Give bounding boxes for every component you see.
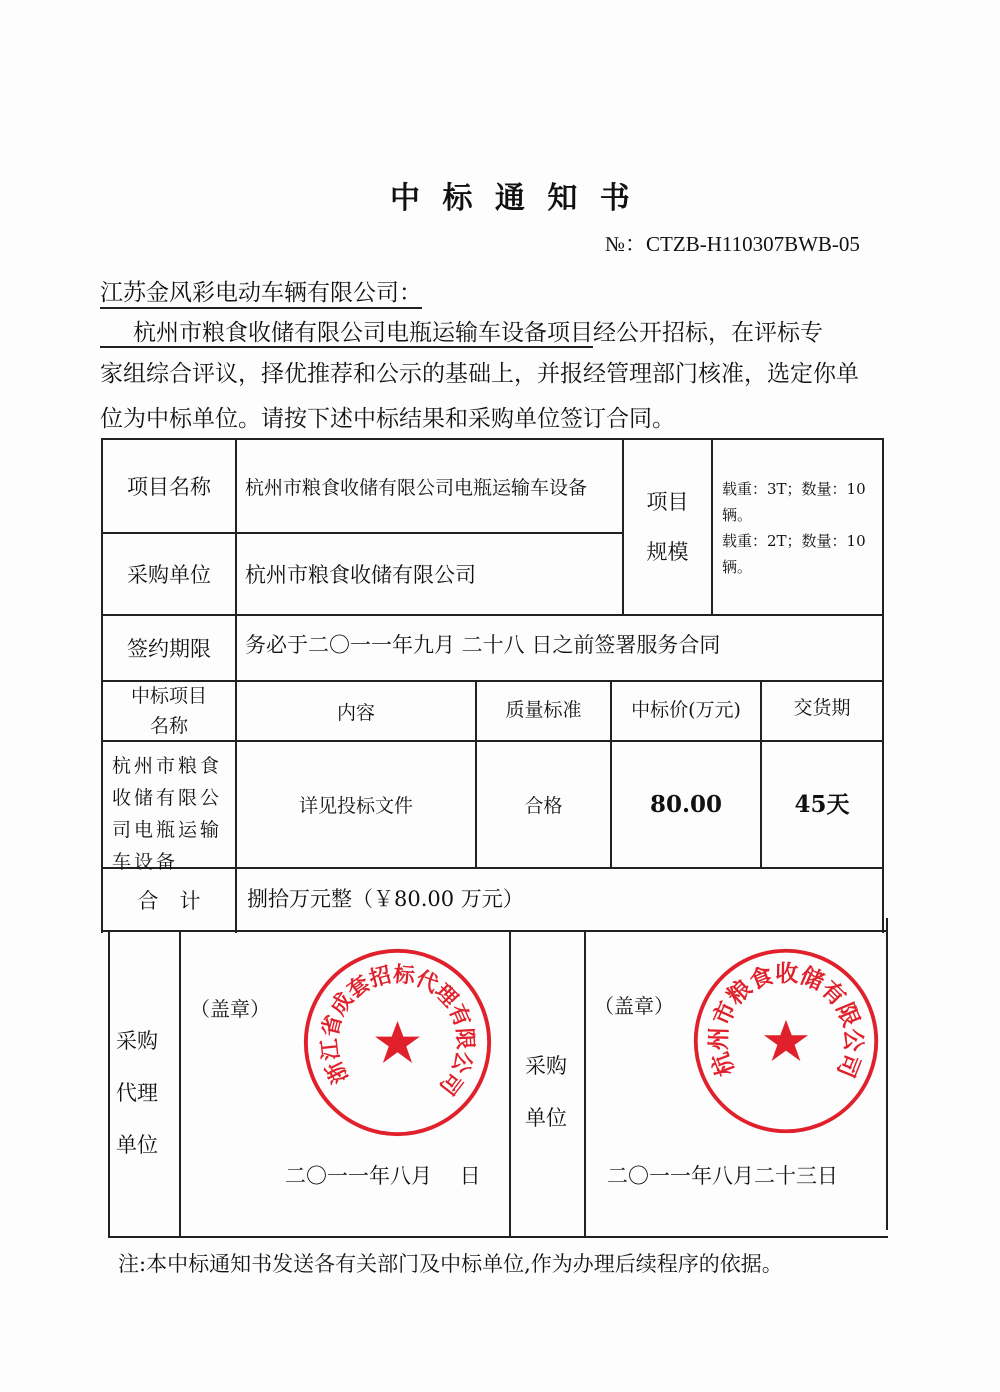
agent-label: 单位 (116, 1133, 158, 1157)
agent-date: 二〇一一年八月 日 (285, 1164, 481, 1188)
footnote: 注:本中标通知书发送各有关部门及中标单位,作为办理后续程序的依据。 (118, 1252, 783, 1276)
project-ref: 杭州市粮食收储有限公司电瓶运输车设备项目 (100, 320, 593, 348)
buyer-date: 二〇一一年八月二十三日 (607, 1164, 838, 1188)
row-delivery: 45天 (794, 790, 850, 818)
svg-text:浙江省成套招标代理有限公司: 浙江省成套招标代理有限公司 (317, 962, 478, 1100)
agent-stamp (300, 945, 495, 1140)
agent-label: 代理 (116, 1081, 158, 1105)
header-delivery: 交货期 (793, 696, 851, 719)
row-price: 80.00 (649, 791, 723, 818)
buyer-label: 单位 (525, 1106, 567, 1130)
deadline-value: 务必于二〇一一年九月 二十八 日之前签署服务合同 (245, 633, 721, 657)
row-name-line: 杭州市粮食 (112, 755, 223, 777)
purchaser-label: 采购单位 (127, 563, 211, 587)
header-content: 内容 (336, 701, 375, 724)
row-content: 详见投标文件 (298, 795, 413, 817)
scale-line: 载重：3T；数量：10 (722, 480, 866, 498)
row-name-line: 收储有限公 (112, 787, 223, 809)
svg-text:杭州市粮食收储有限公司: 杭州市粮食收储有限公司 (705, 960, 867, 1082)
doc-title: 中 标 通 知 书 (390, 181, 636, 216)
header-quality: 质量标准 (505, 698, 582, 721)
scale-line: 载重：2T；数量：10 (722, 532, 866, 550)
buyer-stamp (690, 945, 882, 1137)
total-value: 捌拾万元整（￥80.00 万元） (247, 887, 524, 911)
header-name-2: 名称 (149, 715, 188, 737)
body-line3: 位为中标单位。请按下述中标结果和采购单位签订合同。 (100, 406, 675, 432)
agent-seal-label: （盖章） (190, 997, 270, 1021)
header-price: 中标价(万元) (631, 698, 741, 721)
total-label: 合 计 (137, 889, 201, 913)
row-quality: 合格 (524, 795, 563, 817)
buyer-label: 采购 (525, 1054, 567, 1078)
scale-line: 辆。 (722, 506, 753, 524)
scale-line: 辆。 (722, 558, 753, 576)
header-name: 中标项目 (130, 685, 207, 707)
project-name-value: 杭州市粮食收储有限公司电瓶运输车设备 (245, 476, 588, 499)
scale-label: 项目 (646, 490, 689, 514)
recipient: 江苏金风彩电动车辆有限公司： (100, 274, 422, 309)
row-name-line: 车设备 (112, 851, 179, 873)
buyer-seal-label: （盖章） (594, 994, 674, 1018)
body-line1: 经公开招标，在评标专 (593, 320, 823, 346)
project-name-label: 项目名称 (127, 475, 211, 499)
agent-label: 采购 (116, 1029, 158, 1053)
doc-number: №：CTZB-H110307BWB-05 (605, 232, 860, 256)
body-line2: 家组综合评议，择优推荐和公示的基础上，并报经管理部门核准，选定你单 (100, 361, 859, 387)
row-name-line: 司电瓶运输 (112, 819, 223, 841)
scale-label-2: 规模 (646, 540, 689, 564)
purchaser-value: 杭州市粮食收储有限公司 (245, 563, 476, 587)
deadline-label: 签约期限 (127, 637, 211, 661)
